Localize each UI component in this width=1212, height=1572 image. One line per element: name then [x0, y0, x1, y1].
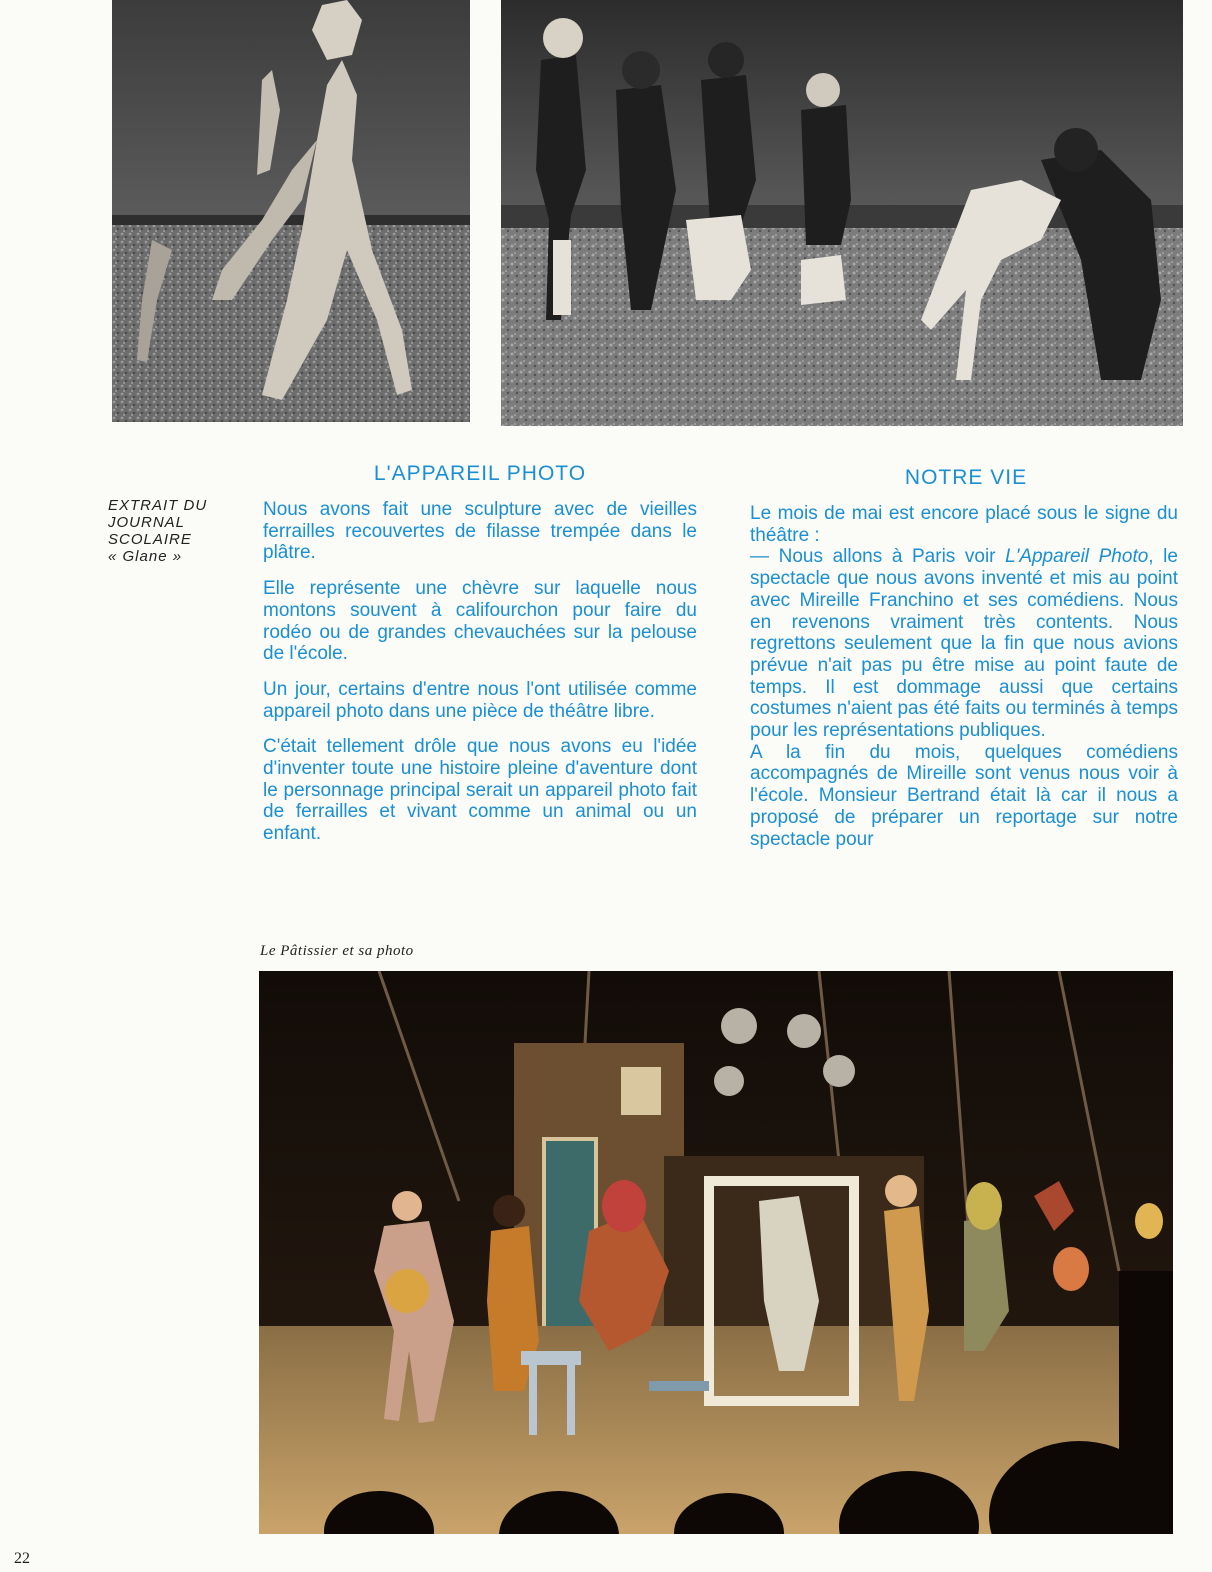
- paragraph: A la fin du mois, quelques comédiens accompagnés de Mireille sont venus nous voir à l'école. Monsieur Bertrand était là car il nous a proposé de préparer un reportage sur notre spectacle pour: [750, 741, 1178, 850]
- play-title: L'Appareil Photo: [1005, 546, 1149, 568]
- sculpture-photo: [112, 0, 470, 422]
- text-run: — Nous allons à Paris voir: [750, 546, 1006, 568]
- paragraph: Nous avons fait une sculpture avec de vieilles ferrailles recouvertes de filasse trempée dans le plâtre.: [263, 499, 697, 564]
- side-label-line: SCOLAIRE: [108, 531, 192, 548]
- paragraph: Le mois de mai est encore placé sous le signe du théâtre :: [750, 503, 1178, 546]
- paragraph: Elle représente une chèvre sur laquelle nous montons souvent à califourchon pour faire du rodéo ou de grandes chevauchées sur la pelouse de l'école.: [263, 578, 697, 665]
- paragraph: C'était tellement drôle que nous avons eu l'idée d'inventer toute une histoire pleine d'aventure dont le personnage principal serait un appareil photo fait de ferrailles et vivant comme un animal ou un enfant.: [263, 736, 697, 845]
- journal-source-label: [108, 497, 230, 565]
- article-title-appareil-photo: L'APPAREIL PHOTO: [373, 462, 587, 485]
- side-label-line: « Glane »: [108, 548, 183, 565]
- article-body-notre-vie: [750, 503, 1178, 850]
- side-label-line: EXTRAIT DU: [108, 497, 208, 514]
- article-title-notre-vie: NOTRE VIE: [904, 466, 1028, 489]
- paragraph: [750, 546, 1178, 741]
- page-number: 22: [14, 1550, 30, 1567]
- photo-caption: Le Pâtissier et sa photo: [260, 943, 414, 959]
- side-label-line: JOURNAL: [108, 514, 186, 531]
- children-photo: [501, 0, 1183, 426]
- paragraph: Un jour, certains d'entre nous l'ont utilisée comme appareil photo dans une pièce de théâtre libre.: [263, 678, 697, 722]
- text-run: , le spectacle que nous avons inventé et mis au point avec Mireille Franchino et ses comédiens. Nous en revenons vraiment très contents. Nous regrettons seulement que la fin que nous avions prévue n'ait pas pu être mise au point faute de temps. Il est dommage aussi que certains costumes n'aient pas été faits ou terminés à temps pour les représentations publiques.: [750, 546, 1178, 742]
- article-body-appareil-photo: [263, 499, 697, 859]
- stage-photo: [259, 971, 1173, 1534]
